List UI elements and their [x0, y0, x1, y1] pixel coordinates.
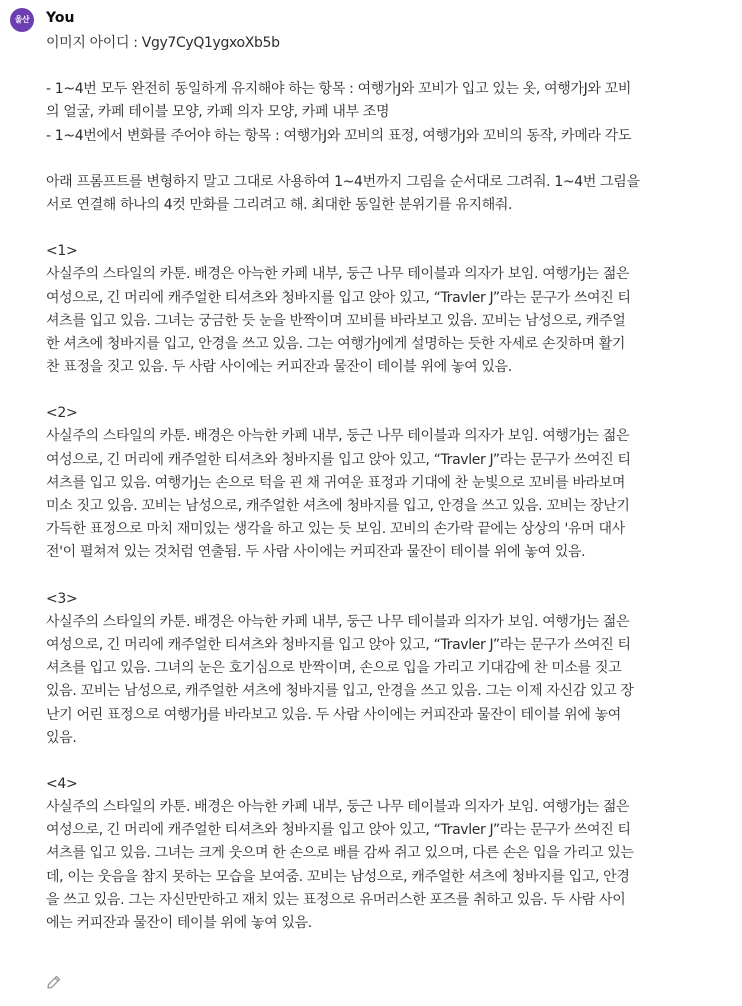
user-avatar: 울산: [10, 8, 34, 32]
rule-line: 의 얼굴, 카페 테이블 모양, 카페 의자 모양, 카페 내부 조명: [46, 104, 390, 121]
prompt-line: 있음.: [46, 729, 77, 746]
prompt-line: 을 쓰고 있음. 그는 자신만만하고 재치 있는 표정으로 유머러스한 포즈를 취하고 있음. 두 사람 사이: [46, 891, 626, 908]
prompt-line: 셔츠를 입고 있음. 그녀의 눈은 호기심으로 반짝이며, 손으로 입을 가리고 기대감에 찬 미소를 짓고: [46, 660, 622, 677]
prompt-3-label: <3>: [46, 590, 78, 607]
prompt-line: 사실주의 스타일의 카툰. 배경은 아늑한 카페 내부, 둥근 나무 테이블과 의자가 보임. 여행가J는 젊은: [46, 799, 630, 816]
message-author: You: [46, 10, 75, 26]
prompt-line: 가득한 표정으로 마치 재미있는 생각을 하고 있는 듯 보임. 꼬비의 손가락 끝에는 상상의 '유머 대사: [46, 521, 625, 538]
prompt-line: 여성으로, 긴 머리에 캐주얼한 티셔츠와 청바지를 입고 앉아 있고, “Travler J”라는 문구가 쓰여진 티: [46, 636, 631, 653]
prompt-line: 데, 이는 웃음을 참지 못하는 모습을 보여줌. 꼬비는 남성으로, 캐주얼한 셔츠에 청바지를 입고, 안경: [46, 868, 630, 885]
rules-block: [46, 78, 736, 148]
instruction-block: [46, 171, 736, 217]
prompt-line: 셔츠를 입고 있음. 그녀는 크게 웃으며 한 손으로 배를 감싸 쥐고 있으며, 다른 손은 입을 가리고 있는: [46, 845, 634, 862]
pencil-icon[interactable]: [46, 974, 62, 990]
prompt-line: 전'이 펼쳐져 있는 것처럼 연출됨. 두 사람 사이에는 커피잔과 물잔이 테이블 위에 놓여 있음.: [46, 544, 586, 561]
prompt-line: 한 셔츠에 청바지를 입고, 안경을 쓰고 있음. 그는 여행가J에게 설명하는 듯한 자세로 손짓하며 활기: [46, 335, 626, 352]
prompt-3-block: [46, 588, 736, 750]
instruction-line: 아래 프롬프트를 변형하지 말고 그대로 사용하여 1~4번까지 그림을 순서대로 그려줘. 1~4번 그림을: [46, 173, 640, 190]
prompt-line: 미소 짓고 있음. 꼬비는 남성으로, 캐주얼한 셔츠에 청바지를 입고, 안경을 쓰고 있음. 꼬비는 장난기: [46, 498, 630, 514]
rule-line: - 1~4번 모두 완전히 동일하게 유지해야 하는 항목 : 여행가J와 꼬비가 입고 있는 옷, 여행가J와 꼬비: [46, 81, 631, 98]
prompt-line: 에는 커피잔과 물잔이 테이블 위에 놓여 있음.: [46, 915, 312, 931]
prompt-1-label: <1>: [46, 243, 78, 260]
prompt-line: 여성으로, 긴 머리에 캐주얼한 티셔츠와 청바지를 입고 앉아 있고, “Travler J”라는 문구가 쓰여진 티: [46, 451, 631, 468]
prompt-4-label: <4>: [46, 775, 78, 792]
prompt-line: 난기 어린 표정으로 여행가J를 바라보고 있음. 두 사람 사이에는 커피잔과 물잔이 테이블 위에 놓여: [46, 706, 621, 723]
prompt-line: 사실주의 스타일의 카툰. 배경은 아늑한 카페 내부, 둥근 나무 테이블과 의자가 보임. 여행가J는 젊은: [46, 428, 630, 445]
prompt-line: 여성으로, 긴 머리에 캐주얼한 티셔츠와 청바지를 입고 앉아 있고, “Travler J”라는 문구가 쓰여진 티: [46, 822, 631, 839]
prompt-line: 있음. 꼬비는 남성으로, 캐주얼한 셔츠에 청바지를 입고, 안경을 쓰고 있음. 그는 이제 자신감 있고 장: [46, 683, 634, 700]
message-body: [46, 32, 736, 935]
prompt-line: 사실주의 스타일의 카툰. 배경은 아늑한 카페 내부, 둥근 나무 테이블과 의자가 보임. 여행가J는 젊은: [46, 266, 630, 283]
prompt-4-block: [46, 773, 736, 935]
prompt-line: 셔츠를 입고 있음. 여행가J는 손으로 턱을 괸 채 귀여운 표정과 기대에 찬 눈빛으로 꼬비를 바라보며: [46, 474, 626, 491]
prompt-line: 여성으로, 긴 머리에 캐주얼한 티셔츠와 청바지를 입고 앉아 있고, “Travler J”라는 문구가 쓰여진 티: [46, 289, 631, 306]
prompt-1-block: [46, 240, 736, 379]
instruction-line: 서로 연결해 하나의 4컷 만화를 그리려고 해. 최대한 동일한 분위기를 유지해줘.: [46, 196, 513, 213]
rule-line: - 1~4번에서 변화를 주어야 하는 항목 : 여행가J와 꼬비의 표정, 여행가J와 꼬비의 동작, 카메라 각도: [46, 127, 631, 144]
prompt-line: 찬 표정을 짓고 있음. 두 사람 사이에는 커피잔과 물잔이 테이블 위에 놓여 있음.: [46, 359, 512, 376]
prompt-2-label: <2>: [46, 405, 78, 422]
prompt-2-block: [46, 402, 736, 564]
prompt-line: 셔츠를 입고 있음. 그녀는 궁금한 듯 눈을 반짝이며 꼬비를 바라보고 있음. 꼬비는 남성으로, 캐주얼: [46, 312, 626, 329]
prompt-line: 사실주의 스타일의 카툰. 배경은 아늑한 카페 내부, 둥근 나무 테이블과 의자가 보임. 여행가J는 젊은: [46, 613, 630, 630]
image-id-line: 이미지 아이디 : Vgy7CyQ1ygxoXb5b: [46, 35, 280, 51]
